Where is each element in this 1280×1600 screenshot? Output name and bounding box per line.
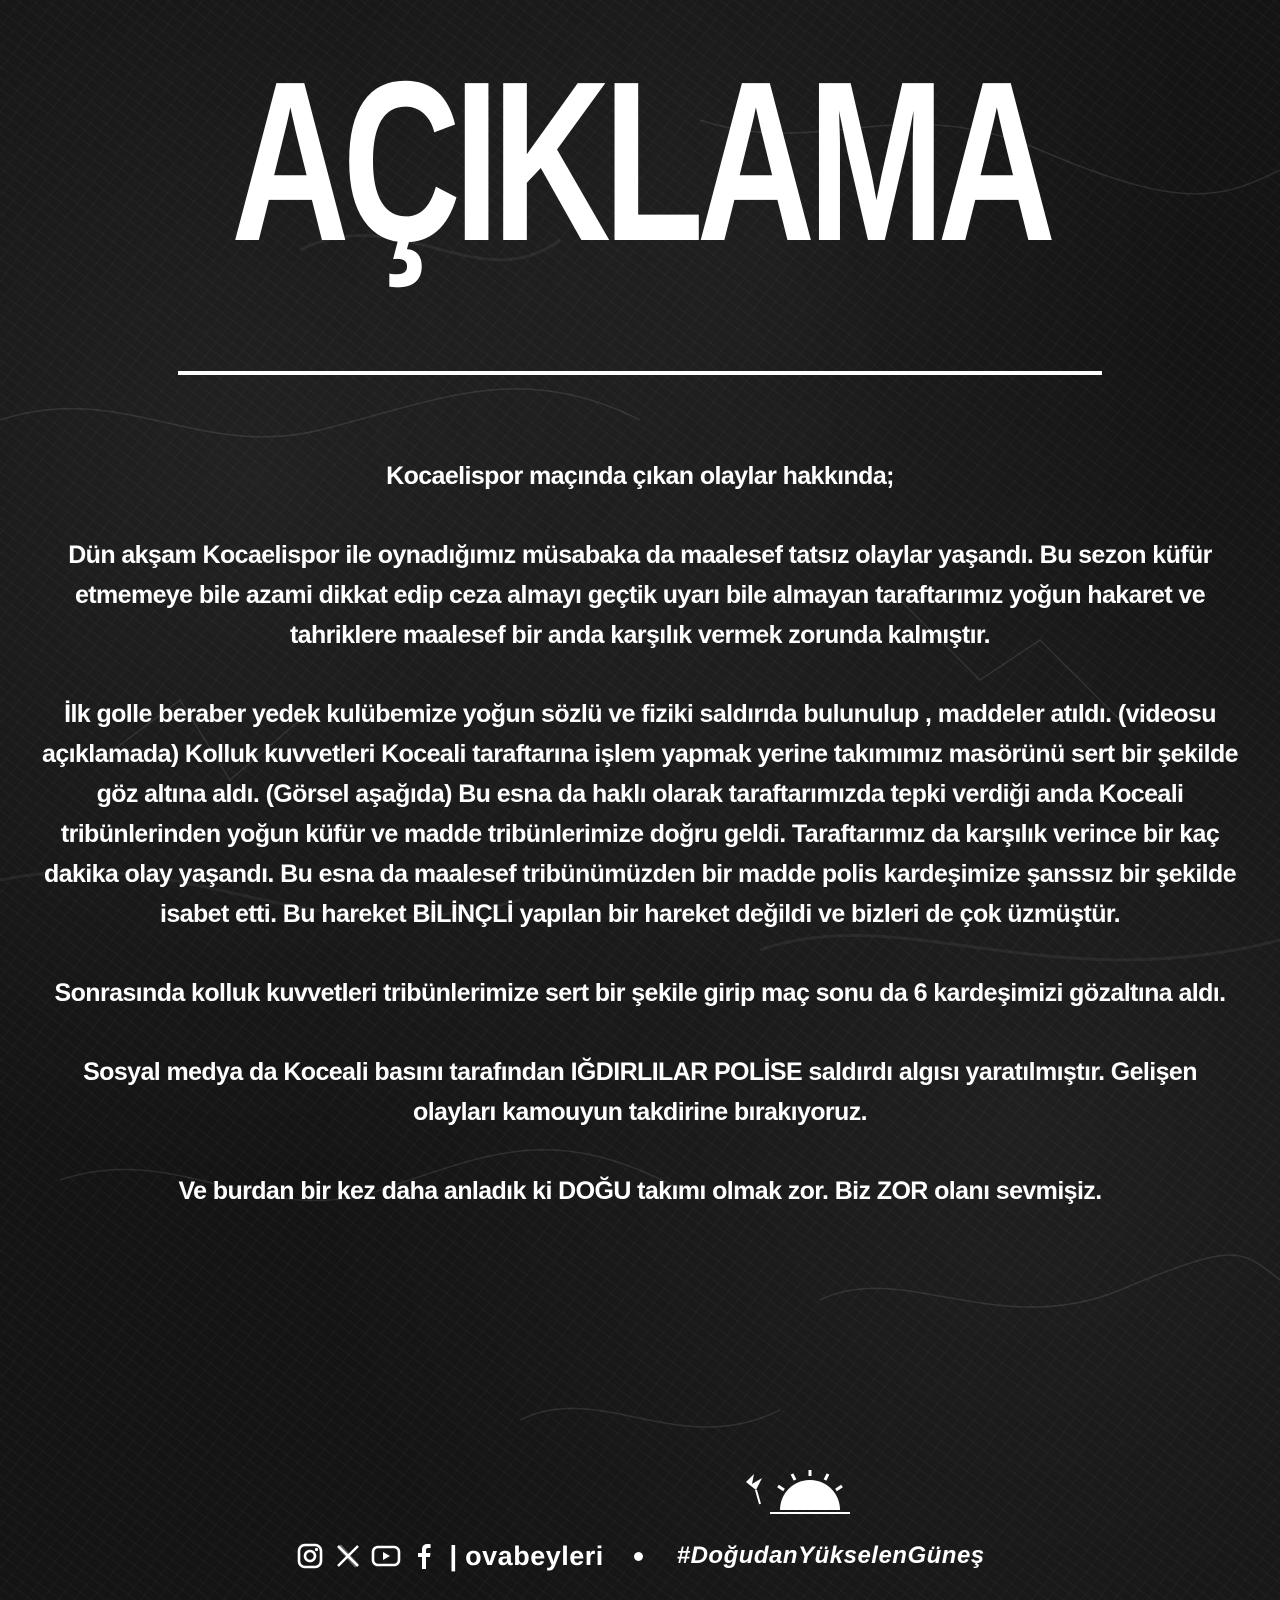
instagram-icon[interactable] xyxy=(295,1541,325,1571)
facebook-icon[interactable] xyxy=(409,1541,439,1571)
paragraph-match-events: Dün akşam Kocaelispor ile oynadığımız müsabaka da maalesef tatsız olaylar yaşandı. Bu sezon küfür etmemeye bile azami dikkat edip ceza almayı geçtik uyarı bile almayan taraftarımız yoğun hakaret ve tahriklere maalesef bir anda karşılık vermek zorunda kalmıştır. xyxy=(68,541,1212,649)
social-handle[interactable]: ovabeyleri xyxy=(465,1540,604,1571)
x-icon[interactable] xyxy=(333,1541,363,1571)
title-divider xyxy=(178,371,1102,375)
paragraph-intro: Kocaelispor maçında çıkan olaylar hakkında; xyxy=(386,462,894,490)
statement-body xyxy=(40,456,1240,1250)
paragraph-first-goal: İlk golle beraber yedek kulübemize yoğun sözlü ve fiziki saldırıda bulunulup , maddeler atıldı. (videosu açıklamada) Kolluk kuvvetleri Koceali taraftarına işlem yapmak yerine takımımız masörünü sert bir şekilde göz altına aldı. (Görsel aşağıda) Bu esna da haklı olarak taraftarımızda tepki verdiği anda Koceali tribünlerinden yoğun küfür ve madde tribünlerimize doğru geldi. Taraftarımız da karşılık verince bir kaç dakika olay yaşandı. Bu esna da maalesef tribünümüzden bir madde polis kardeşimize şanssız bir şekilde isabet etti. Bu hareket BİLİNÇLİ yapılan bir hareket değildi ve bizleri de çok üzmüştür. xyxy=(42,700,1238,928)
rising-sun-logo xyxy=(740,1460,850,1516)
footer-hashtag[interactable]: #DoğudanYükselenGüneş xyxy=(676,1542,985,1569)
footer-separator: | xyxy=(449,1540,458,1571)
paragraph-police-detention: Sonrasında kolluk kuvvetleri tribünlerimize sert bir şekile girip maç sonu da 6 kardeşimizi gözaltına aldı. xyxy=(54,979,1226,1007)
footer-social xyxy=(0,1536,1280,1576)
paragraph-closing: Ve burdan bir kez daha anladık ki DOĞU takımı olmak zor. Biz ZOR olanı sevmişiz. xyxy=(178,1177,1102,1205)
youtube-icon[interactable] xyxy=(371,1541,401,1571)
paragraph-social-media: Sosyal medya da Koceali basını tarafından IĞDIRLILAR POLİSE saldırdı algısı yaratılmıştır. Gelişen olayları kamouyun takdirine bırakıyoruz. xyxy=(83,1058,1197,1126)
footer-bullet xyxy=(634,1552,643,1561)
page-title: AÇIKLAMA xyxy=(231,35,1049,289)
